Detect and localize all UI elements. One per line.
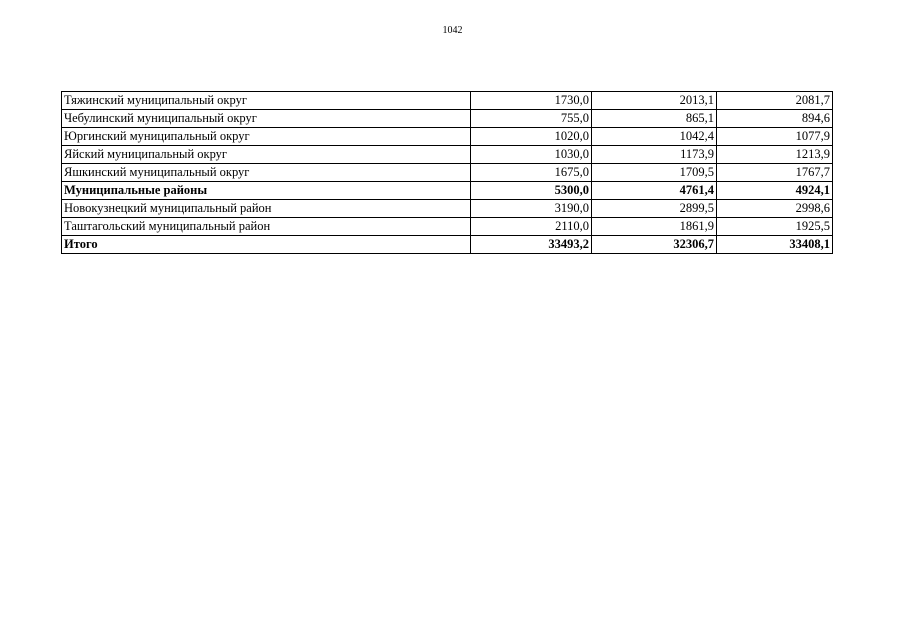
table-row — [62, 128, 833, 146]
row-name: Новокузнецкий муниципальный район — [62, 200, 471, 218]
table-row — [62, 92, 833, 110]
row-value-1: 1030,0 — [471, 146, 592, 164]
table-row — [62, 164, 833, 182]
row-name: Тяжинский муниципальный округ — [62, 92, 471, 110]
row-value-1: 1675,0 — [471, 164, 592, 182]
row-name: Итого — [62, 236, 471, 254]
row-value-2: 2013,1 — [592, 92, 717, 110]
row-name: Чебулинский муниципальный округ — [62, 110, 471, 128]
row-value-3: 1925,5 — [717, 218, 833, 236]
row-value-2: 1042,4 — [592, 128, 717, 146]
row-value-3: 1213,9 — [717, 146, 833, 164]
row-value-3: 894,6 — [717, 110, 833, 128]
table-row — [62, 200, 833, 218]
row-value-2: 1709,5 — [592, 164, 717, 182]
row-name: Муниципальные районы — [62, 182, 471, 200]
row-name: Юргинский муниципальный округ — [62, 128, 471, 146]
row-value-1: 5300,0 — [471, 182, 592, 200]
row-value-1: 33493,2 — [471, 236, 592, 254]
row-value-1: 3190,0 — [471, 200, 592, 218]
row-value-2: 2899,5 — [592, 200, 717, 218]
page-number: 1042 — [442, 25, 463, 36]
row-value-3: 1077,9 — [717, 128, 833, 146]
table-row-subtotal — [62, 182, 833, 200]
row-value-1: 1020,0 — [471, 128, 592, 146]
row-name: Яйский муниципальный округ — [62, 146, 471, 164]
row-value-2: 32306,7 — [592, 236, 717, 254]
row-value-3: 33408,1 — [717, 236, 833, 254]
table-row — [62, 146, 833, 164]
table-row — [62, 110, 833, 128]
row-name: Яшкинский муниципальный округ — [62, 164, 471, 182]
row-value-3: 4924,1 — [717, 182, 833, 200]
row-value-3: 2998,6 — [717, 200, 833, 218]
row-name: Таштагольский муниципальный район — [62, 218, 471, 236]
row-value-1: 1730,0 — [471, 92, 592, 110]
table-row — [62, 218, 833, 236]
row-value-2: 1861,9 — [592, 218, 717, 236]
row-value-3: 2081,7 — [717, 92, 833, 110]
row-value-1: 2110,0 — [471, 218, 592, 236]
table-row-total — [62, 236, 833, 254]
data-table — [61, 91, 833, 254]
row-value-1: 755,0 — [471, 110, 592, 128]
row-value-2: 865,1 — [592, 110, 717, 128]
row-value-2: 4761,4 — [592, 182, 717, 200]
row-value-2: 1173,9 — [592, 146, 717, 164]
row-value-3: 1767,7 — [717, 164, 833, 182]
